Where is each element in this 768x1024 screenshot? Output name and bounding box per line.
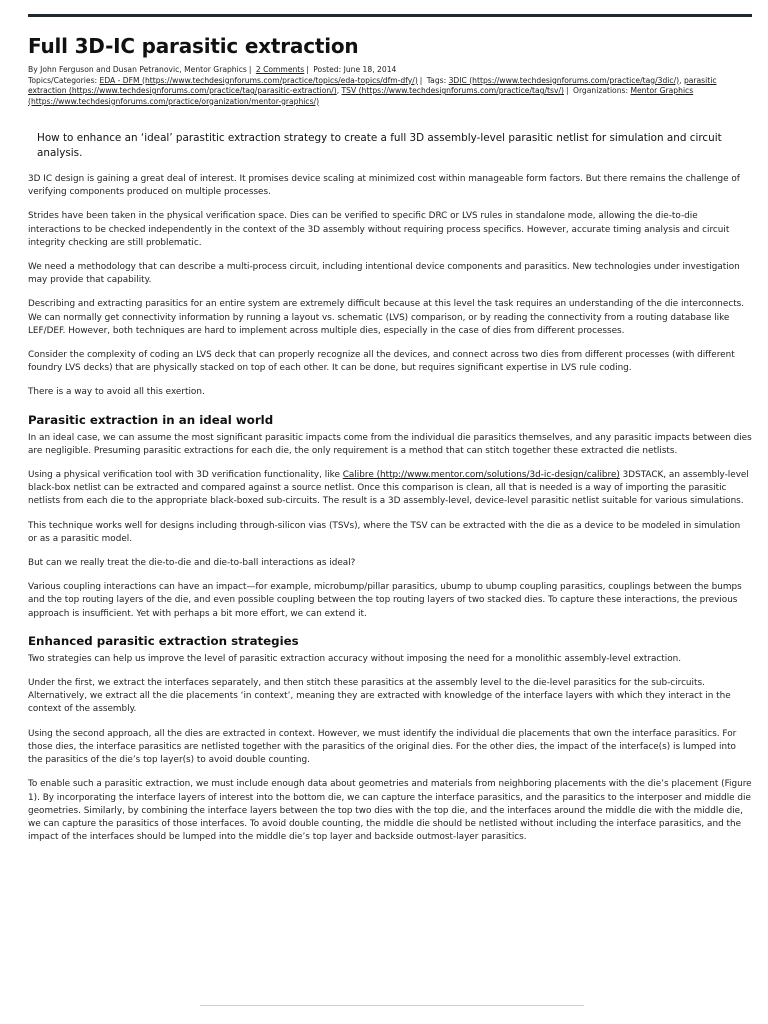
posted-date: Posted: June 18, 2014 [313, 65, 397, 74]
paragraph: But can we really treat the die-to-die and die-to-ball interactions as ideal? [28, 558, 356, 569]
paragraph: Under the first, we extract the interfaces separately, and then stitch these parasitics at the assembly level to the die-level parasitics for the sub-circuits. Alternatively, we extract all the die placements ‘in context’, meaning they are extracted with knowledge of the interface layers with which they interact in the context of the assembly. [28, 678, 731, 715]
paragraph: Consider the complexity of coding an LVS deck that can properly recognize all the devices, and connect across two dies from different processes (with different foundry LVS decks) that are physically stacked on top of each other. It can be done, but requires significant expertise in LVS rule coding. [28, 350, 735, 374]
bottom-rule [200, 1005, 584, 1006]
topics-label: Topics/Categories: [28, 75, 98, 85]
comments-link[interactable]: 2 Comments [255, 65, 305, 74]
paragraph: 3D IC design is gaining a great deal of interest. It promises device scaling at minimized cost within manageable form factors. But there remains the challenge of verifying components produced on multiple processes. [28, 174, 740, 198]
paragraph [28, 469, 752, 509]
section-heading-enhanced: Enhanced parasitic extraction strategies [28, 633, 299, 648]
article-summary: How to enhance an ‘ideal’ parastitic extraction strategy to create a full 3D assembly-level parasitic netlist for simulation and circuit analysis. [37, 132, 722, 159]
paragraph-text: 3DSTACK, an assembly-level black-box netlist can be extracted and compared against a source netlist. Once this comparison is clean, all that is needed is a way of importing the parasitic netlists from each die to the appropriate black-boxed sub-circuits. The result is a 3D assembly-level, device-level parasitic netlist suitable for various simulations. [28, 470, 749, 507]
organizations-label: Organizations: [572, 86, 629, 95]
org-link-mentor-graphics[interactable]: Mentor Graphics (https://www.techdesignforums.com/practice/organization/mentor-graphics/) [28, 86, 694, 106]
article-title: Full 3D-IC parasitic extraction [28, 34, 359, 58]
top-rule [28, 14, 752, 17]
paragraph: We need a methodology that can describe a multi-process circuit, including intentional device components and parasitics. New technologies under investigation may provide that capability. [28, 262, 740, 286]
section-heading-ideal-world: Parasitic extraction in an ideal world [28, 412, 274, 427]
article [28, 34, 752, 855]
paragraph: To enable such a parasitic extraction, we must include enough data about geometries and materials from neighboring placements with the die’s placement (Figure 1). By incorporating the interface layers of interest into the bottom die, we can capture the interface parasitics, and the parasitics to the interposer and middle die geometries. Similarly, by combining the interface layers between the top two dies with the top die, and the interfaces around the middle die with the middle die, we can capture the parasitics of those interfaces. To avoid double counting, the middle die should be netlisted without including the interface parasitics, and the impact of the interfaces should be lumped into the middle die’s top layer and backside outmost-layer parasitics. [28, 779, 752, 843]
paragraph: In an ideal case, we can assume the most significant parasitic impacts come from the individual die parasitics themselves, and any parasitic impacts between dies are negligible. Presuming parasitic extractions for each die, the only requirement is a method that can stitch together these extracted die netlists. [28, 432, 752, 456]
tag-link-tsv[interactable]: TSV (https://www.techdesignforums.com/practice/tag/tsv/) [341, 86, 564, 95]
paragraph: Strides have been taken in the physical verification space. Dies can be verified to specific DRC or LVS rules in standalone mode, allowing the die-to-die interactions to be checked independently in the context of the 3D assembly without requiring process specifics. However, accurate timing analysis and circuit integrity checking are still problematic. [28, 211, 730, 248]
article-meta: By John Ferguson and Dusan Petranovic, Mentor Graphics | 2 Comments | Posted: June 18, 2014 Topics/Categories: EDA - DFM (https://www.techdesignforums.com/practice/topics/eda-topics/dfm-dfy/) | Tags: 3DIC (https://www.techdesignforums.com/practice/tag/3dic/), parasitic extraction (https://www.techdesignforums.com/practice/tag/parasitic-extraction/), TSV (https://www.techdesignforums.com/practice/tag/tsv/) | Organizations: Mentor Graphics (https://www.techdesignforums.com/practice/organization/mentor-graphics/) [28, 65, 717, 106]
tag-link-3dic[interactable]: 3DIC (https://www.techdesignforums.com/practice/tag/3dic/) [448, 75, 680, 85]
tag-link-parasitic-extraction[interactable]: parasitic extraction (https://www.techdesignforums.com/practice/tag/parasitic-extraction/) [28, 75, 717, 95]
tags-label: Tags: [426, 75, 447, 85]
paragraph: There is a way to avoid all this exertion. [28, 387, 205, 398]
topic-link-eda-dfm[interactable]: EDA - DFM (https://www.techdesignforums.com/practice/topics/eda-topics/dfm-dfy/) [99, 75, 418, 85]
paragraph: This technique works well for designs including through-silicon vias (TSVs), where the TSV can be extracted with the die as a device to be modeled in simulation or as a parasitic model. [28, 520, 741, 544]
byline: By John Ferguson and Dusan Petranovic, Mentor Graphics [28, 65, 247, 74]
paragraph: Various coupling interactions can have an impact—for example, microbump/pillar parasitics, ubump to ubump coupling parasitics, couplings between the bumps and the top routing layers of the die, and even possible coupling between the top routing layers of two stacked dies. To capture these interactions, the previous approach is insufficient. Yet with perhaps a bit more effort, we can extend it. [28, 582, 742, 619]
paragraph: Describing and extracting parasitics for an entire system are extremely difficult because at this level the task requires an understanding of the die interconnects. We can normally get connectivity information by running a layout vs. schematic (LVS) comparison, or by reading the connectivity from a routing database like LEF/DEF. However, both techniques are hard to implement across multiple dies, especially in the case of dies from different processes. [28, 299, 745, 336]
paragraph: Two strategies can help us improve the level of parasitic extraction accuracy without imposing the need for a monolithic assembly-level extraction. [28, 653, 682, 664]
paragraph-text: Using a physical verification tool with 3D verification functionality, like [28, 470, 343, 481]
calibre-link[interactable]: Calibre (http://www.mentor.com/solutions/3d-ic-design/calibre) [342, 470, 620, 481]
article-body [28, 173, 752, 844]
paragraph: Using the second approach, all the dies are extracted in context. However, we must identify the individual die placements that own the interface parasitics. For those dies, the interface parasitics are netlisted together with the parasitics of the original dies. For the other dies, the impact of the interface(s) is lumped into the parasitics of the die’s top layer(s) to avoid double counting. [28, 728, 737, 766]
